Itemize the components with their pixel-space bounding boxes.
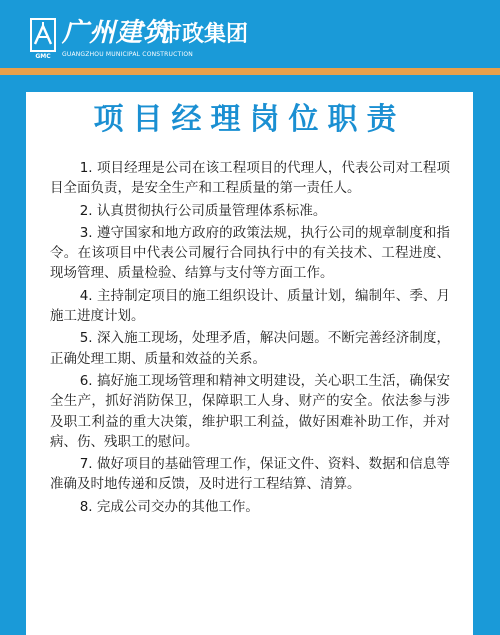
duty-list (50, 158, 450, 519)
brand-name-chinese: 广州建筑 (62, 18, 171, 48)
duty-item: 8. 完成公司交办的其他工作。 (79, 498, 259, 515)
duty-item: 2. 认真贯彻执行公司质量管理体系标准。 (79, 202, 327, 219)
header-banner (0, 0, 500, 68)
brand-name-english: GUANGZHOU MUNICIPAL CONSTRUCTION (62, 51, 193, 58)
duty-item: 6. 搞好施工现场管理和精神文明建设，关心职工生活，确保安全生产，抓好消防保卫，保障职工人身、财产的安全。依法参与涉及职工利益的重大决策，维护职工利益，做好困难补助工作，并对病、伤、残职工的慰问。 (50, 372, 450, 450)
company-logo-icon (30, 18, 56, 52)
duty-panel (26, 92, 473, 635)
duty-item: 4. 主持制定项目的施工组织设计、质量计划，编制年、季、月施工进度计划。 (50, 287, 450, 325)
logo-abbreviation: GMC (35, 53, 51, 60)
duty-item: 5. 深入施工现场，处理矛盾，解决问题。不断完善经济制度，正确处理工期、质量和效益的关系。 (50, 330, 450, 367)
accent-stripe (0, 68, 500, 75)
duty-item: 3. 遵守国家和地方政府的政策法规，执行公司的规章制度和指令。在该项目中代表公司履行合同执行中的有关技术、工程进度、现场管理、质量检验、结算与支付等方面工作。 (50, 224, 450, 282)
page-title: 项目经理岗位职责 (93, 102, 406, 137)
group-name: 市政集团 (160, 22, 249, 47)
duty-item: 7. 做好项目的基础管理工作，保证文件、资料、数据和信息等准确及时地传递和反馈，及时进行工程结算、清算。 (50, 456, 450, 493)
duty-item: 1. 项目经理是公司在该工程项目的代理人，代表公司对工程项目全面负责，是安全生产和工程质量的第一责任人。 (50, 160, 450, 197)
